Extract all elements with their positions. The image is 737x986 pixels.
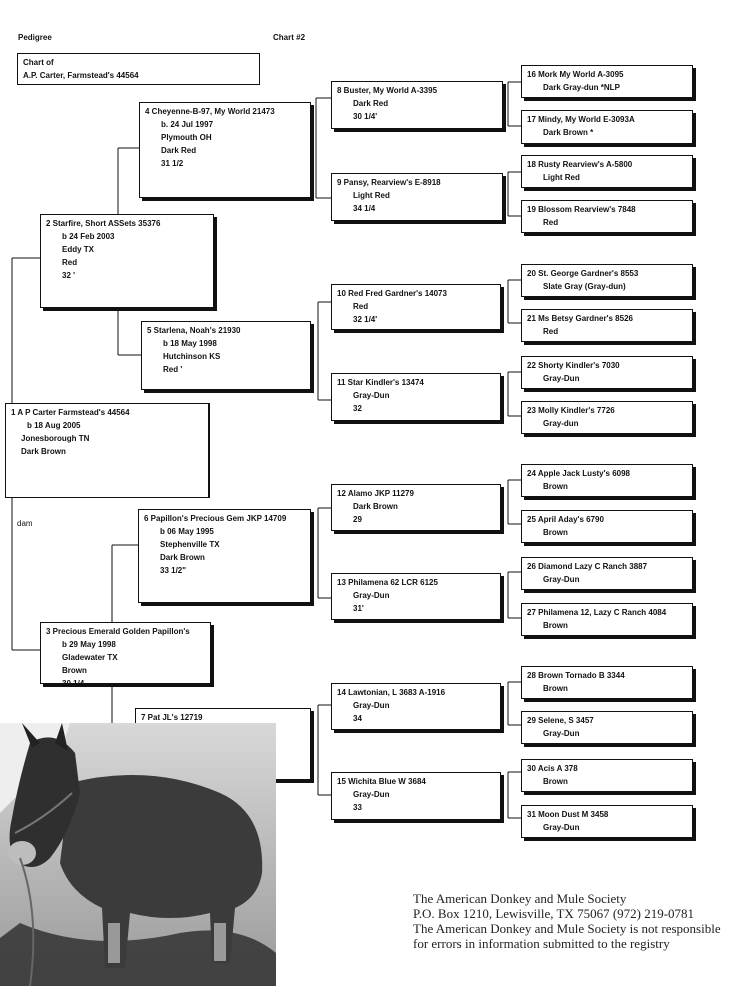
horse-17-color: Dark Brown *: [543, 128, 594, 137]
horse-30-title: 30 Acis A 378: [527, 764, 578, 773]
horse-30-box: [521, 759, 693, 792]
horse-10-color: Red: [353, 302, 369, 311]
horse-21-box: [521, 309, 693, 342]
horse-6-height: 33 1/2": [160, 566, 187, 575]
horse-22-color: Gray-Dun: [543, 374, 580, 383]
horse-2-box: [40, 214, 214, 308]
horse-18-color: Light Red: [543, 173, 580, 182]
horse-13-color: Gray-Dun: [353, 591, 390, 600]
horse-23-title: 23 Molly Kindler's 7726: [527, 406, 615, 415]
horse-4-place: Plymouth OH: [161, 133, 212, 142]
horse-26-box: [521, 557, 693, 590]
horse-8-title: 8 Buster, My World A-3395: [337, 86, 438, 95]
horse-6-birth: b 06 May 1995: [160, 527, 214, 536]
horse-14-color: Gray-Dun: [353, 701, 390, 710]
horse-2-place: Eddy TX: [62, 245, 95, 254]
horse-1-title: 1 A P Carter Farmstead's 44564: [11, 408, 130, 417]
horse-2-height: 32 ': [62, 271, 76, 280]
horse-4-box: [139, 102, 311, 198]
horse-25-box: [521, 510, 693, 543]
horse-5-box: [141, 321, 311, 390]
horse-16-color: Dark Gray-dun *NLP: [543, 83, 620, 92]
horse-2-birth: b 24 Feb 2003: [62, 232, 115, 241]
horse-29-box: [521, 711, 693, 744]
horse-10-title: 10 Red Fred Gardner's 14073: [337, 289, 447, 298]
horse-23-box: [521, 401, 693, 434]
horse-29-color: Gray-Dun: [543, 729, 580, 738]
horse-10-height: 32 1/4': [353, 315, 378, 324]
footer-address: P.O. Box 1210, Lewisville, TX 75067 (972) 219-0781: [413, 906, 695, 921]
horse-29-title: 29 Selene, S 3457: [527, 716, 594, 725]
horse-5-place: Hutchinson KS: [163, 352, 221, 361]
horse-27-color: Brown: [543, 621, 568, 630]
horse-5-title: 5 Starlena, Noah's 21930: [147, 326, 241, 335]
horse-31-box: [521, 805, 693, 838]
horse-4-color: Dark Red: [161, 146, 197, 155]
horse-5-birth: b 18 May 1998: [163, 339, 217, 348]
horse-25-color: Brown: [543, 528, 568, 537]
horse-19-box: [521, 200, 693, 233]
horse-1-color: Dark Brown: [21, 447, 66, 456]
horse-11-title: 11 Star Kindler's 13474: [337, 378, 424, 387]
horse-14-box: [331, 683, 501, 730]
page-title: Pedigree: [18, 33, 52, 42]
horse-31-color: Gray-Dun: [543, 823, 580, 832]
horse-20-box: [521, 264, 693, 297]
horse-6-box: [138, 509, 311, 603]
footer-disclaimer-1: The American Donkey and Mule Society is not responsible: [413, 921, 721, 936]
chart-of-name: A.P. Carter, Farmstead's 44564: [23, 71, 139, 80]
horse-8-height: 30 1/4': [353, 112, 378, 121]
horse-4-height: 31 1/2: [161, 159, 184, 168]
horse-25-title: 25 April Aday's 6790: [527, 515, 604, 524]
horse-3-color: Brown: [62, 666, 87, 675]
horse-14-height: 34: [353, 714, 362, 723]
dam-label: dam: [17, 519, 33, 528]
horse-28-color: Brown: [543, 684, 568, 693]
horse-12-color: Dark Brown: [353, 502, 398, 511]
horse-21-color: Red: [543, 327, 559, 336]
horse-24-box: [521, 464, 693, 497]
donkey-photo: [0, 723, 276, 986]
horse-22-box: [521, 356, 693, 389]
horse-15-height: 33: [353, 803, 362, 812]
horse-15-box: [331, 772, 501, 820]
horse-15-color: Gray-Dun: [353, 790, 390, 799]
horse-17-title: 17 Mindy, My World E-3093A: [527, 115, 635, 124]
horse-27-box: [521, 603, 693, 636]
horse-12-height: 29: [353, 515, 362, 524]
horse-26-color: Gray-Dun: [543, 575, 580, 584]
horse-19-color: Red: [543, 218, 559, 227]
horse-16-box: [521, 65, 693, 98]
horse-17-box: [521, 110, 693, 144]
horse-6-place: Stephenville TX: [160, 540, 220, 549]
horse-18-title: 18 Rusty Rearview's A-5800: [527, 160, 633, 169]
footer-society: The American Donkey and Mule Society: [413, 891, 627, 906]
horse-9-title: 9 Pansy, Rearview's E-8918: [337, 178, 441, 187]
footer-notice: [413, 891, 721, 951]
horse-9-height: 34 1/4: [353, 204, 376, 213]
horse-13-box: [331, 573, 501, 620]
horse-6-color: Dark Brown: [160, 553, 205, 562]
horse-27-title: 27 Philamena 12, Lazy C Ranch 4084: [527, 608, 667, 617]
horse-3-title: 3 Precious Emerald Golden Papillon's: [46, 627, 190, 636]
chart-number: Chart #2: [273, 33, 306, 42]
horse-3-box: [40, 622, 211, 688]
horse-2-title: 2 Starfire, Short ASSets 35376: [46, 219, 161, 228]
horse-4-birth: b. 24 Jul 1997: [161, 120, 214, 129]
horse-5-color: Red ': [163, 365, 183, 374]
horse-4-title: 4 Cheyenne-B-97, My World 21473: [145, 107, 275, 116]
horse-9-color: Light Red: [353, 191, 390, 200]
horse-1-place: Jonesborough TN: [21, 434, 90, 443]
horse-10-box: [331, 284, 501, 330]
horse-3-height: 30 1/4: [62, 679, 85, 688]
horse-11-box: [331, 373, 501, 421]
horse-1-box: [5, 403, 210, 498]
horse-31-title: 31 Moon Dust M 3458: [527, 810, 609, 819]
horse-3-place: Gladewater TX: [62, 653, 118, 662]
horse-28-box: [521, 666, 693, 699]
horse-20-title: 20 St. George Gardner's 8553: [527, 269, 639, 278]
horse-12-box: [331, 484, 501, 531]
horse-24-title: 24 Apple Jack Lusty's 6098: [527, 469, 630, 478]
horse-16-title: 16 Mork My World A-3095: [527, 70, 624, 79]
horse-11-height: 32: [353, 404, 362, 413]
horse-8-color: Dark Red: [353, 99, 389, 108]
horse-18-box: [521, 155, 693, 188]
horse-1-birth: b 18 Aug 2005: [27, 421, 81, 430]
horse-21-title: 21 Ms Betsy Gardner's 8526: [527, 314, 633, 323]
horse-15-title: 15 Wichita Blue W 3684: [337, 777, 426, 786]
horse-24-color: Brown: [543, 482, 568, 491]
horse-14-title: 14 Lawtonian, L 3683 A-1916: [337, 688, 446, 697]
horse-7-title: 7 Pat JL's 12719: [141, 713, 203, 722]
horse-30-color: Brown: [543, 777, 568, 786]
horse-9-box: [331, 173, 503, 221]
chart-of-label: Chart of: [23, 58, 54, 67]
horse-12-title: 12 Alamo JKP 11279: [337, 489, 414, 498]
horse-23-color: Gray-dun: [543, 419, 579, 428]
horse-6-title: 6 Papillon's Precious Gem JKP 14709: [144, 514, 287, 523]
footer-disclaimer-2: for errors in information submitted to the registry: [413, 936, 670, 951]
horse-3-birth: b 29 May 1998: [62, 640, 116, 649]
horse-20-color: Slate Gray (Gray-dun): [543, 282, 626, 291]
horse-26-title: 26 Diamond Lazy C Ranch 3887: [527, 562, 648, 571]
horse-11-color: Gray-Dun: [353, 391, 390, 400]
horse-22-title: 22 Shorty Kindler's 7030: [527, 361, 620, 370]
horse-28-title: 28 Brown Tornado B 3344: [527, 671, 625, 680]
horse-19-title: 19 Blossom Rearview's 7848: [527, 205, 636, 214]
horse-13-title: 13 Philamena 62 LCR 6125: [337, 578, 438, 587]
horse-2-color: Red: [62, 258, 78, 267]
horse-8-box: [331, 81, 503, 129]
horse-13-height: 31': [353, 604, 364, 613]
